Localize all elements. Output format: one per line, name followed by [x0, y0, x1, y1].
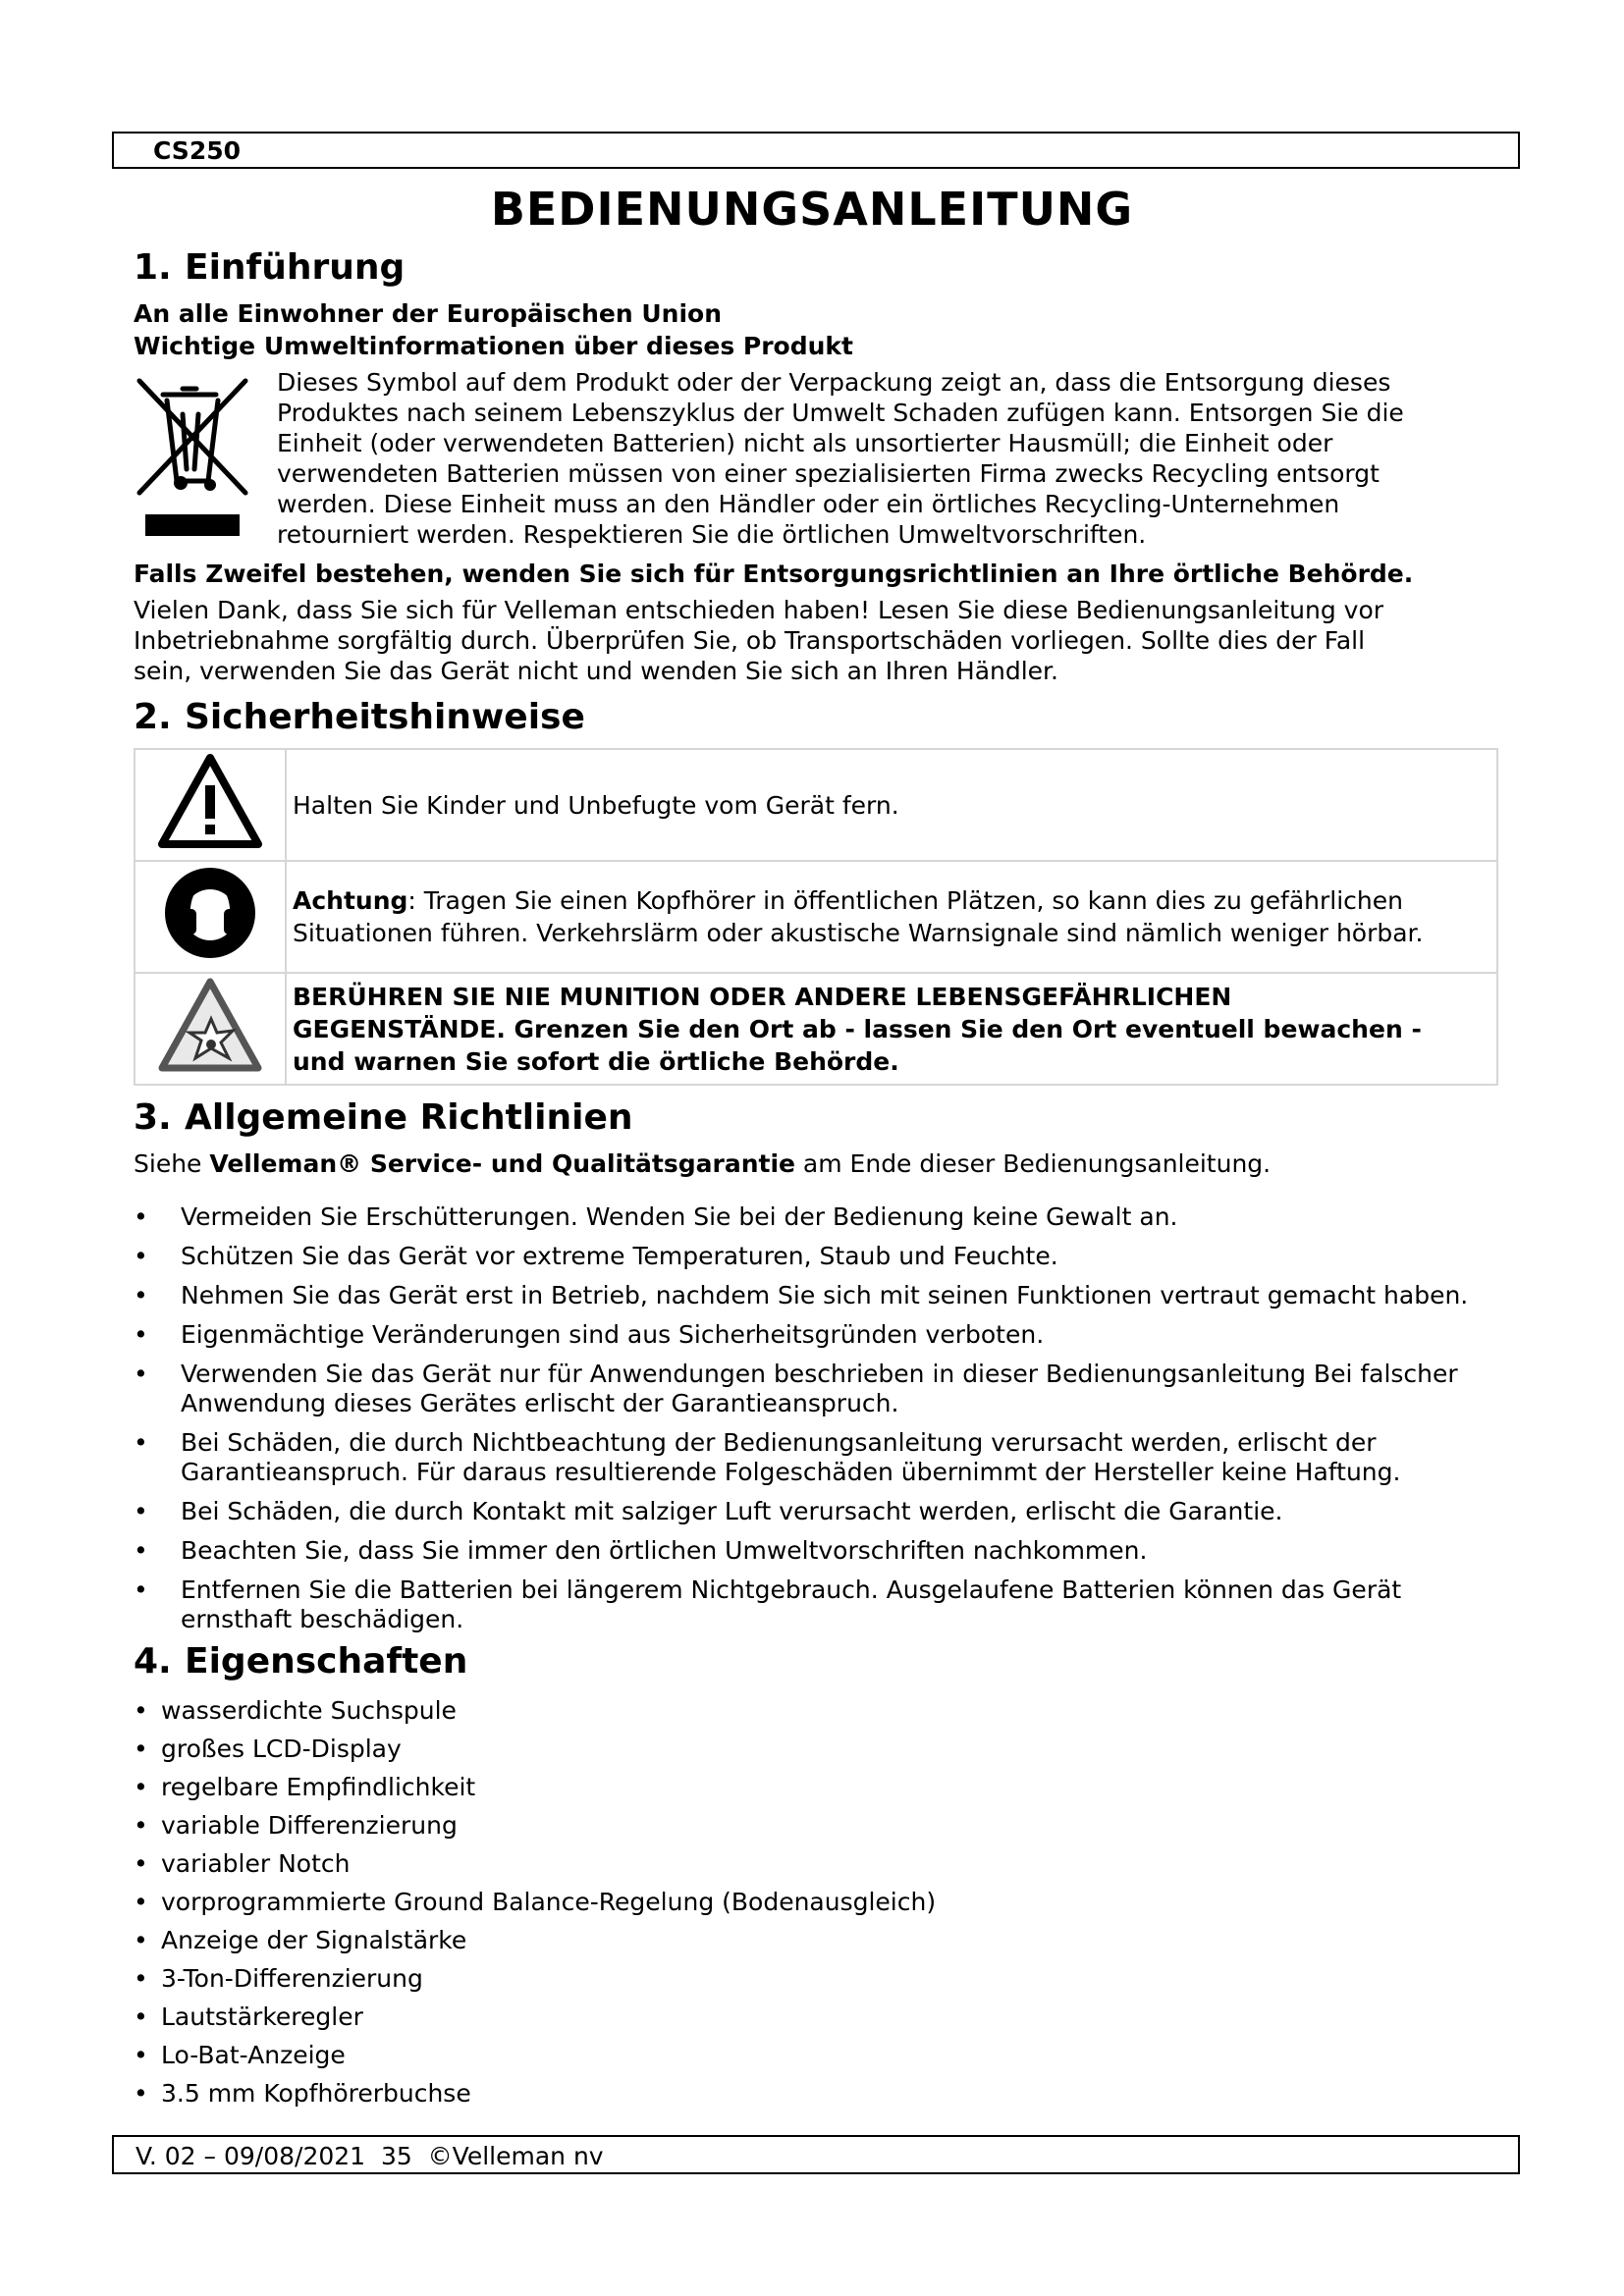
weee-bin-icon — [134, 375, 251, 542]
section-number: 2. — [134, 697, 172, 737]
section-3-heading — [134, 1097, 633, 1138]
model-label: CS250 — [153, 136, 242, 165]
list-item: • variabler Notch — [134, 1849, 351, 1878]
list-item: • wasserdichte Suchspule — [134, 1696, 457, 1725]
list-item: • Schützen Sie das Gerät vor extreme Temperaturen, Staub und Feuchte. — [134, 1242, 1058, 1270]
list-item: • Nehmen Sie das Gerät erst in Betrieb, nachdem Sie sich mit seinen Funktionen vertraut gemacht haben. — [134, 1281, 1469, 1309]
features-list — [134, 1696, 1508, 2117]
footer-text: V. 02 – 09/08/2021 35 ©Velleman nv — [135, 2142, 604, 2170]
doubt-notice: Falls Zweifel bestehen, wenden Sie sich für Entsorgungsrichtlinien an Ihre örtliche Behörde. — [134, 560, 1414, 588]
hearing-protection-icon — [135, 861, 286, 973]
list-item: • vorprogrammierte Ground Balance-Regelung (Bodenausgleich) — [134, 1888, 937, 1916]
list-item: • Lautstärkeregler — [134, 2002, 363, 2031]
list-item: • Lo-Bat-Anzeige — [134, 2041, 346, 2069]
eu-residents-heading: An alle Einwohner der Europäischen Union — [134, 299, 723, 328]
environment-info-heading: Wichtige Umweltinformationen über dieses Produkt — [134, 332, 853, 360]
weee-text: Dieses Symbol auf dem Produkt oder der Verpackung zeigt an, dass die Entsorgung dieses Produktes nach seinem Lebenszyklus der Umwelt Schaden zufügen kann. Entsorgen Sie die Einheit (oder verwendeten Batterien) nicht als unsortierter Hausmüll; die Einheit oder verwendeten Batterien müssen von einer spezialisierten Firma zwecks Recycling entsorgt werden. Diese Einheit muss an den Händler oder ein örtliches Recycling-Unternehmen retourniert werden. Respektieren Sie die örtlichen Umweltvorschriften. — [277, 368, 1404, 549]
warning-triangle-icon — [135, 749, 286, 861]
list-item: • Entfernen Sie die Batterien bei längerem Nichtgebrauch. Ausgelaufene Batterien können das Gerät ernsthaft beschädigen. — [134, 1575, 1402, 1633]
list-item: • Bei Schäden, die durch Nichtbeachtung der Bedienungsanleitung verursacht werden, erlischt der Garantieanspruch. Für daraus resultierende Folgeschäden übernimmt der Hersteller keine Haftung. — [134, 1428, 1401, 1486]
safety-row — [135, 973, 1497, 1085]
section-title: Einführung — [185, 247, 406, 288]
warranty-reference: Siehe Velleman® Service- und Qualitätsgarantie am Ende dieser Bedienungsanleitung. — [134, 1149, 1272, 1178]
list-item: • 3-Ton-Differenzierung — [134, 1964, 423, 1993]
safety-table — [134, 748, 1498, 1086]
page-footer — [112, 2135, 1520, 2174]
safety-row — [135, 861, 1497, 973]
explosive-hazard-icon — [135, 973, 286, 1085]
list-item: • 3.5 mm Kopfhörerbuchse — [134, 2079, 471, 2108]
section-number: 3. — [134, 1097, 172, 1138]
thanks-paragraph: Vielen Dank, dass Sie sich für Velleman entschieden haben! Lesen Sie diese Bedienungsanleitung vor Inbetriebnahme sorgfältig durch. Überprüfen Sie, ob Transportschäden vorliegen. Sollte dies der Fall sein, verwenden Sie das Gerät nicht und wenden Sie sich an Ihren Händler. — [134, 596, 1384, 685]
list-item: • Eigenmächtige Veränderungen sind aus Sicherheitsgründen verboten. — [134, 1320, 1045, 1349]
safety-text: Achtung: Tragen Sie einen Kopfhörer in öffentlichen Plätzen, so kann dies zu gefährlichen Situationen führen. Verkehrslärm oder akustische Warnsignale sind nämlich weniger hörbar. — [286, 861, 1497, 973]
section-4-heading — [134, 1641, 467, 1682]
section-1-heading — [134, 247, 405, 288]
list-item: • regelbare Empfindlichkeit — [134, 1773, 476, 1801]
document-title: BEDIENUNGSANLEITUNG — [490, 183, 1134, 236]
section-number: 1. — [134, 247, 172, 288]
list-item: • großes LCD-Display — [134, 1735, 402, 1763]
list-item: • variable Differenzierung — [134, 1811, 458, 1840]
safety-row — [135, 749, 1497, 861]
safety-text: Halten Sie Kinder und Unbefugte vom Gerät fern. — [286, 749, 1497, 861]
page-header — [112, 132, 1520, 169]
list-item: • Verwenden Sie das Gerät nur für Anwendungen beschrieben in dieser Bedienungsanleitung Bei falscher Anwendung dieses Gerätes erlischt der Garantieanspruch. — [134, 1360, 1458, 1417]
section-number: 4. — [134, 1641, 172, 1682]
list-item: • Vermeiden Sie Erschütterungen. Wenden Sie bei der Bedienung keine Gewalt an. — [134, 1202, 1178, 1231]
section-2-heading — [134, 697, 585, 737]
section-title: Sicherheitshinweise — [185, 697, 585, 737]
section-title: Allgemeine Richtlinien — [185, 1097, 633, 1138]
guidelines-list — [134, 1202, 1508, 1644]
list-item: • Bei Schäden, die durch Kontakt mit salziger Luft verursacht werden, erlischt die Garantie. — [134, 1497, 1283, 1525]
list-item: • Beachten Sie, dass Sie immer den örtlichen Umweltvorschriften nachkommen. — [134, 1536, 1148, 1565]
list-item: • Anzeige der Signalstärke — [134, 1926, 467, 1954]
safety-text: BERÜHREN SIE NIE MUNITION ODER ANDERE LEBENSGEFÄHRLICHEN GEGENSTÄNDE. Grenzen Sie den Ort ab - lassen Sie den Ort eventuell bewachen - und warnen Sie sofort die örtliche Behörde. — [286, 973, 1497, 1085]
section-title: Eigenschaften — [185, 1641, 468, 1682]
